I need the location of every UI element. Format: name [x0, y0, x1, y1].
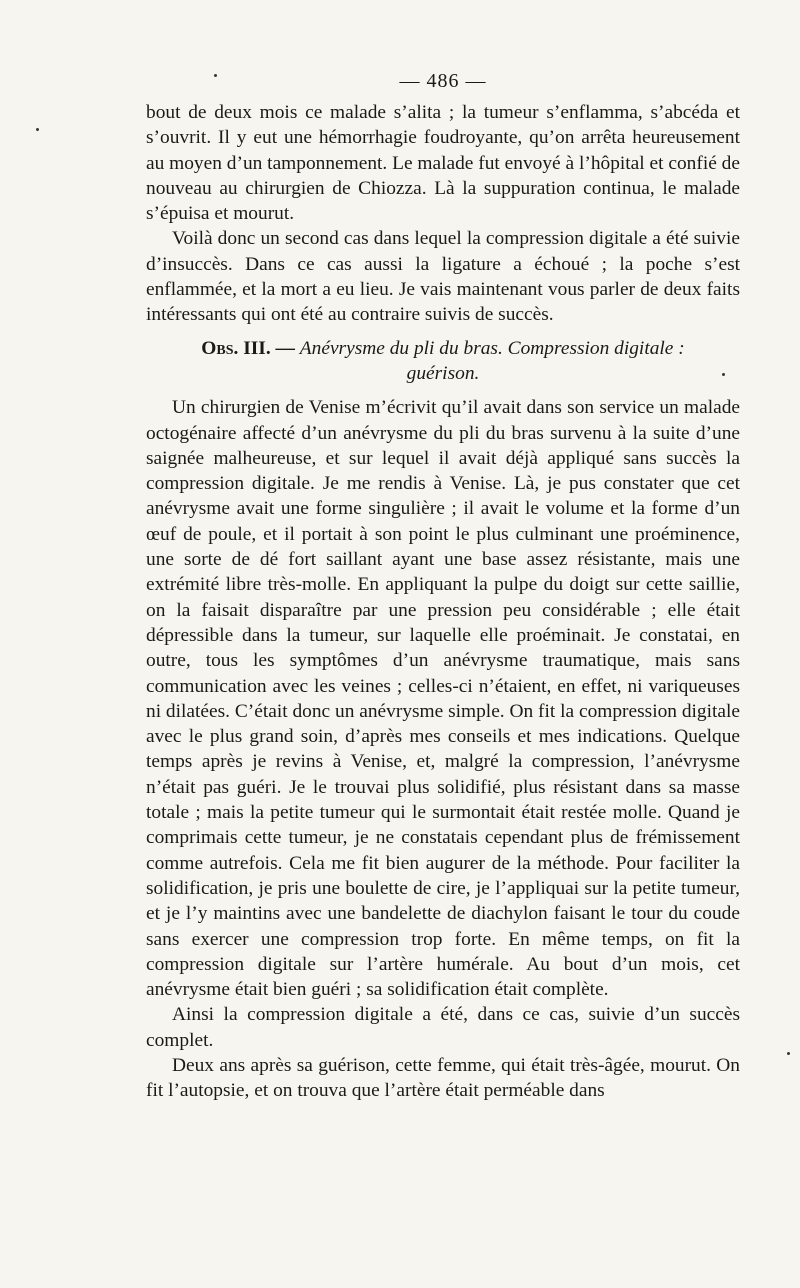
observation-subtitle: guérison.: [406, 362, 480, 384]
observation-label: Obs. III.: [201, 337, 271, 359]
observation-title: Anévrysme du pli du bras. Compression digitale :: [299, 337, 685, 359]
document-page: [146, 66, 740, 1104]
paragraph-4: Ainsi la compression digitale a été, dans ce cas, suivie d’un succès complet.: [146, 1004, 740, 1051]
print-speck: [214, 74, 217, 77]
observation-heading: [146, 336, 740, 387]
print-speck: [787, 1052, 790, 1055]
print-speck: [36, 128, 39, 131]
observation-dash: —: [275, 337, 295, 359]
paragraph-2: Voilà donc un second cas dans lequel la compression digitale a été suivie d’insuccès. Dans ce cas aussi la ligature a échoué ; la poche s’est enflammée, et la mort a eu lieu. Je vais maintenant vous parler de deux faits intéressants qui ont été au contraire suivis de succès.: [146, 228, 740, 326]
print-speck: [722, 373, 725, 376]
paragraph-1: bout de deux mois ce malade s’alita ; la tumeur s’enflamma, s’abcéda et s’ouvrit. Il y eut une hémorrhagie foudroyante, qu’on arrêta heureusement au moyen d’un tamponnement. Le malade fut envoyé à l’hôpital et confié de nouveau au chirurgien de Chiozza. Là la suppuration continua, le malade s’épuisa et mourut.: [146, 102, 740, 225]
paragraph-5: Deux ans après sa guérison, cette femme, qui était très-âgée, mourut. On fit l’autopsie, et on trouva que l’artère était perméable dans: [146, 1054, 740, 1102]
paragraph-3: Un chirurgien de Venise m’écrivit qu’il avait dans son service un malade octogénaire affecté d’un anévrysme du pli du bras survenu à la suite d’une saignée malheureuse, et sur lequel il avait déjà appliqué sans succès la compression digitale. Je me rendis à Venise. Là, je pus constater que cet anévrysme avait une forme singulière ; il avait le volume et la forme d’un œuf de poule, et il portait à son point le plus culminant une proéminence, une sorte de dé fort saillant ayant une base assez résistante, mais une extrémité libre très-molle. En appliquant la pulpe du doigt sur cette saillie, on la faisait disparaître par une pression peu considérable ; elle était dépressible dans la tumeur, sur laquelle elle proéminait. Je constatai, en outre, tous les symptômes d’un anévrysme traumatique, mais sans communication avec les veines ; celles-ci n’étaient, en effet, ni variqueuses ni dilatées. C’était donc un anévrysme simple. On fit la compression digitale avec le plus grand soin, d’après mes conseils et mes indications. Quelque temps après je revins à Venise, et, malgré la compression, l’anévrysme n’était pas guéri. Je le trouvai plus solidifié, plus résistant dans sa masse totale ; mais la petite tumeur qui le surmontait était restée molle. Quand je comprimais cette tumeur, je ne constatais cependant plus de frémissement comme autrefois. Cela me fit bien augurer de la méthode. Pour faciliter la solidification, je pris une boulette de cire, je l’appliquai sur la petite tumeur, et je l’y maintins avec une bandelette de diachylon faisant le tour du coude sans exercer une compression trop forte. En même temps, on fit la compression digitale sur l’artère humérale. Au bout d’un mois, cet anévrysme était bien guéri ; sa solidification était complète.: [146, 397, 740, 1001]
page-number: — 486 —: [399, 70, 487, 92]
